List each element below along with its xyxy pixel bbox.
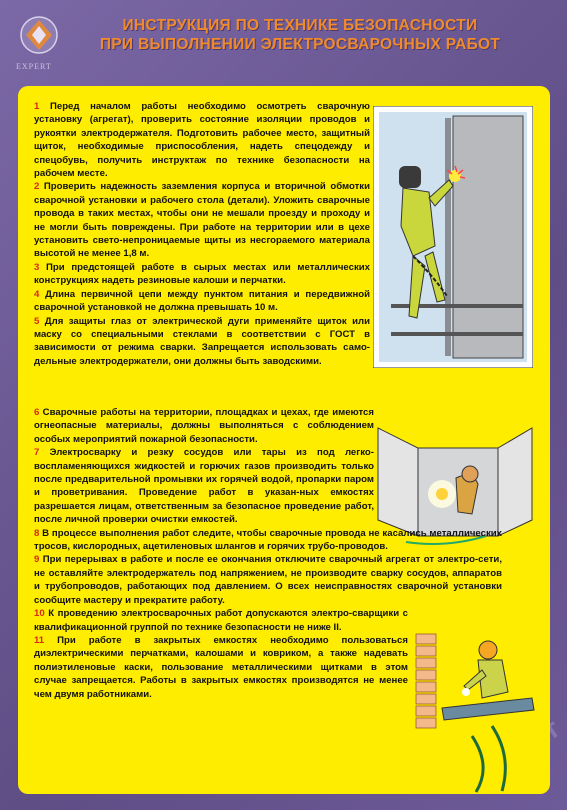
instruction-item: 3 При предстоящей работе в сырых местах или металлических конструкциях надеть резиновые калоши и перчатки. (34, 261, 370, 287)
instruction-item: 1 Перед началом работы необходимо осмотреть сварочную установку (агрегат), проверить состояние изоляции проводов и рукоятки электродержателя. Подготовить рабочее место, защитный щиток, необходимые приспособления, надеть спецодежду и спецобувь, получить инструктаж по технике безопасности на рабочем месте. (34, 101, 370, 180)
instructions-part-1 (34, 100, 370, 368)
instruction-item: 4 Длина первичной цепи между пунктом питания и передвижной сварочной установкой не должна превышать 10 м. (34, 288, 370, 314)
instruction-item: 8 В процессе выполнения работ следите, чтобы сварочные провода не касались металлических тросов, кислородных, ацетиленовых шлангов и горячих трубо-проводов. (34, 527, 502, 553)
welder-at-height-illustration (373, 106, 533, 368)
instruction-item: 9 При перерывах в работе и после ее окончания отключите сварочный агрегат от электро-сети, не оставляйте электродержатель под напряжением, не производите сварку сосудов, аппаратов и трубопроводов, работающих под давлением. О всех неисправностях сварочной установки сообщите мастеру и прекратите работу. (34, 554, 502, 606)
title-line-2: ПРИ ВЫПОЛНЕНИИ ЭЛЕКТРОСВАРОЧНЫХ РАБОТ (99, 36, 501, 53)
instruction-item: 11 При работе в закрытых емкостях необходимо пользоваться диэлектрическими перчатками, калошами и ковриком, а также надевать полиэтиленовые каски, пользование металлическими щитками в этом случае запрещается. Работы в закрытых емкостях производятся не менее чем двумя работниками. (34, 634, 408, 700)
instruction-item: 5 Для защиты глаз от электрической дуги применяйте щиток или маску со специальными стеклами в соответствии с ГОСТ в зависимости от режима сварки. Запрещается использовать само-дельные электродержатели, они должны быть заводскими. (34, 315, 370, 367)
instruction-item: 6 Сварочные работы на территории, площадках и цехах, где имеются огнеопасные материалы, должны выполняться с соблюдением особых мероприятий пожарной безопасности. (34, 407, 374, 445)
instructions-part-2 (34, 406, 502, 701)
title-line-1: ИНСТРУКЦИЯ ПО ТЕХНИКЕ БЕЗОПАСНОСТИ (122, 17, 478, 34)
page-title (90, 16, 510, 54)
instruction-item: 7 Электросварку и резку сосудов или тары из под легко-воспламеняющихся жидкостей и горючих газов производить только после предварительной промывки их горячей водой, пропарки паром и проветривания. Проведение работ в указан-ных емкостях разрешается лицам, ответственным за безопасное проведение работ, после личной проверки очистки емкостей. (34, 447, 374, 526)
instruction-item: 10 К проведению электросварочных работ допускаются электро-сварщики с квалификационной группой по технике безопасности не ниже II. (34, 608, 408, 633)
instruction-item: 2 Проверить надежность заземления корпуса и вторичной обмотки сварочной установки и рабочего стола (детали). Уложить сварочные провода в таких местах, чтобы они не мешали проезду и проходу и не могли быть повреждены. При работе на территории или в цехе установить свето-непроницаемые щиты из несгораемого материала высотой не менее 1,8 м. (34, 181, 370, 260)
logo-text: EXPERT (16, 62, 52, 71)
expert-logo (18, 14, 60, 62)
